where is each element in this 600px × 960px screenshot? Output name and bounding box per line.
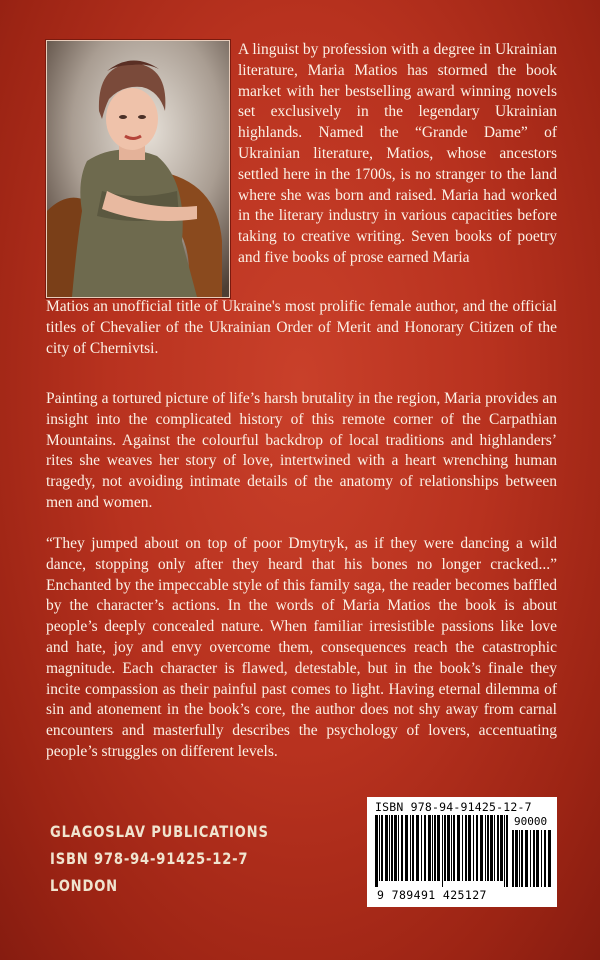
bio-paragraph-top: A linguist by profession with a degree in Ukrainian literature, Maria Matios has stormed the book market with her bestselling award winning novels set exclusively in the legendary Ukrainian highlands. Named the “Grande Dame” of Ukrainian literature, Matios, whose ancestors settled here in the 1700s, is no stranger to the land where she was born and raised. Maria had worked in the literary industry in various capacities before taking to creative writing. Seven books of poetry and five books of prose earned Maria <box>238 41 557 266</box>
author-photo <box>46 40 230 298</box>
barcode-isbn-label: ISBN 978-94-91425-12-7 <box>375 800 532 814</box>
isbn-barcode <box>367 797 557 907</box>
barcode-digits: 9 789491 425127 <box>377 888 487 902</box>
publisher-block <box>50 818 269 899</box>
synopsis-paragraph: Painting a tortured picture of life’s harsh brutality in the region, Maria provides an insight into the complicated history of this remote corner of the Carpathian Mountains. Against the colourful backdrop of local traditions and highlanders’ rites she weaves her story of love, intertwined with a heart wrenching human tragedy, not avoiding intimate details of the anatomy of relationships between men and women. <box>46 390 557 511</box>
barcode-bars <box>375 815 509 887</box>
barcode-price-code: 90000 <box>514 815 548 828</box>
publisher-city: LONDON <box>50 876 118 895</box>
author-portrait-image <box>47 41 229 297</box>
bio-paragraph-bottom: Matios an unofficial title of Ukraine's most prolific female author, and the official titles of Chevalier of the Ukrainian Order of Merit and Honorary Citizen of the city of Chernivtsi. <box>46 298 557 357</box>
publisher-name: GLAGOSLAV PUBLICATIONS <box>50 822 269 841</box>
quote-paragraph: “They jumped about on top of poor Dmytryk, as if they were dancing a wild dance, stopping only after they heard that his bones no longer cracked...” Enchanted by the impeccable style of this family saga, the reader becomes baffled by the character’s actions. In the words of Maria Matios the book is about people’s deeply concealed nature. When familiar irresistible passions like love and hate, joy and envy overcome them, consequences reach the catastrophic magnitude. Each character is flawed, detestable, but in the book’s finale they incite compassion as their painful past comes to light. Having eternal dilemma of sin and atonement in the book’s core, the author does not shy away from carnal encounters and masterfully describes the psychology of lovers, accentuating people’s struggles on different levels. <box>46 535 557 760</box>
barcode-addon-bars <box>512 830 552 887</box>
publisher-isbn: ISBN 978-94-91425-12-7 <box>50 849 249 868</box>
